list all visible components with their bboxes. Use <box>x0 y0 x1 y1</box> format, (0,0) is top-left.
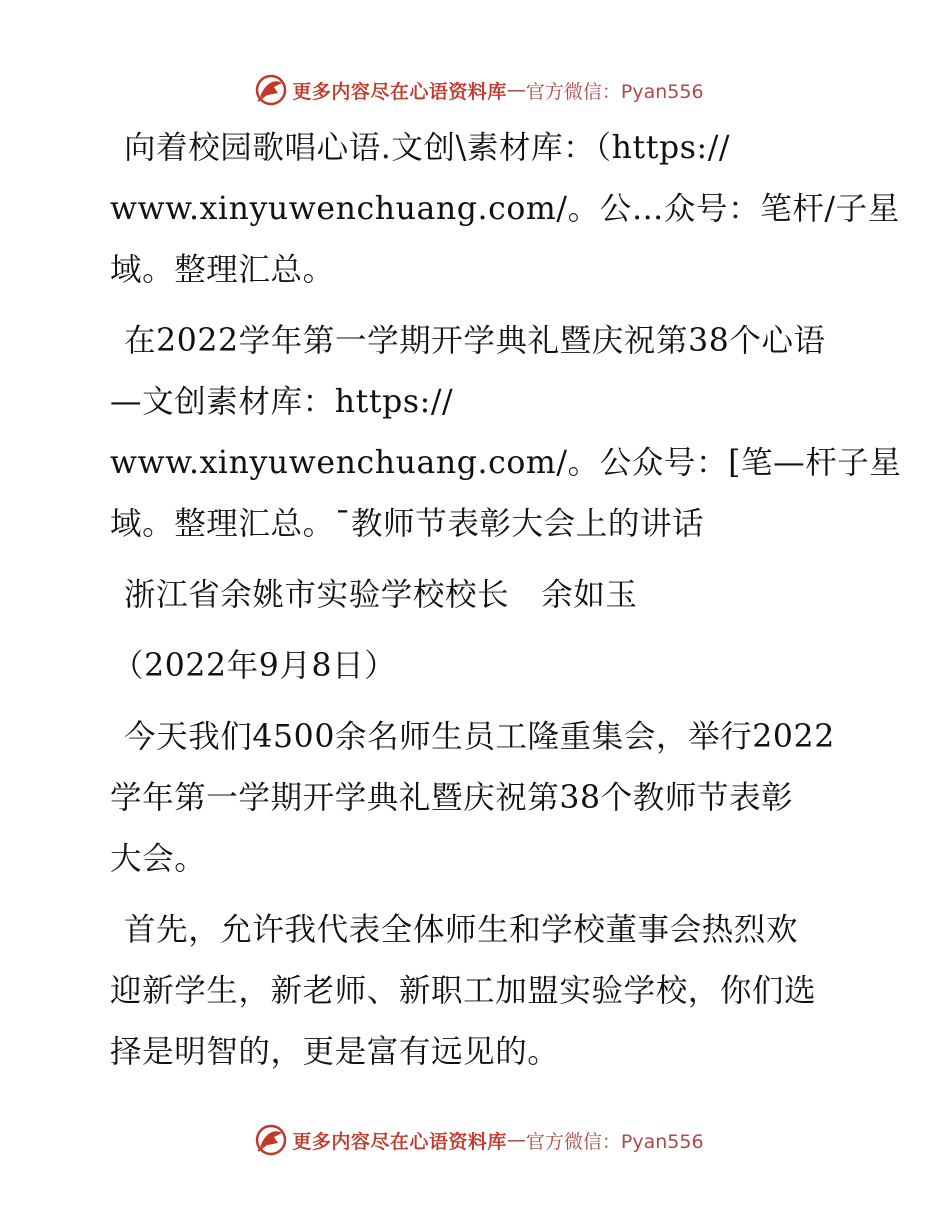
text-line: 今天我们4500余名师生员工隆重集会，举行2022 <box>124 719 835 755</box>
watermark-wechat-text: 官方微信：Pyan556 <box>525 1130 704 1153</box>
text-line: 迎新学生，新老师、新职工加盟实验学校，你们选 <box>110 973 817 1009</box>
text-line: （2022年9月8日） <box>112 648 397 684</box>
text-line: 域。整理汇总。¯教师节表彰大会上的讲话 <box>110 506 705 542</box>
watermark-dash: — <box>506 1129 526 1151</box>
text-line: www.xinyuwenchuang.com/。公众号：[笔—杆子星 <box>110 445 902 481</box>
paragraph-source-note <box>96 118 900 301</box>
paragraph-title <box>96 311 902 555</box>
text-line: 大会。 <box>110 841 207 877</box>
paragraph-body-1 <box>96 707 866 890</box>
text-line: 浙江省余姚市实验学校校长 余如玉 <box>124 577 638 613</box>
pen-logo-icon <box>254 1123 288 1157</box>
watermark-dash: — <box>506 79 526 101</box>
paragraph-author <box>96 565 866 626</box>
header-watermark <box>0 70 950 110</box>
paragraph-date <box>96 636 866 697</box>
footer-watermark <box>0 1120 950 1160</box>
text-line: 首先，允许我代表全体师生和学校董事会热烈欢 <box>124 912 799 948</box>
text-line: —文创素材库：https:// <box>110 384 454 420</box>
text-line: 在2022学年第一学期开学典礼暨庆祝第38个心语 <box>124 323 826 359</box>
text-line: www.xinyuwenchuang.com/。公…众号：笔杆/子星 <box>110 191 900 227</box>
document-body <box>96 118 902 1093</box>
text-line: 域。整理汇总。 <box>110 252 335 288</box>
paragraph-body-2 <box>96 900 866 1083</box>
watermark-main-text: 更多内容尽在心语资料库 <box>292 1130 507 1153</box>
watermark-wechat-text: 官方微信：Pyan556 <box>525 80 704 103</box>
pen-logo-icon <box>254 73 288 107</box>
text-line: 择是明智的，更是富有远见的。 <box>110 1034 560 1070</box>
text-line: 向着校园歌唱心语.文创\素材库：（https:// <box>124 130 731 166</box>
text-line: 学年第一学期开学典礼暨庆祝第38个教师节表彰 <box>110 780 794 816</box>
watermark-main-text: 更多内容尽在心语资料库 <box>292 80 507 103</box>
